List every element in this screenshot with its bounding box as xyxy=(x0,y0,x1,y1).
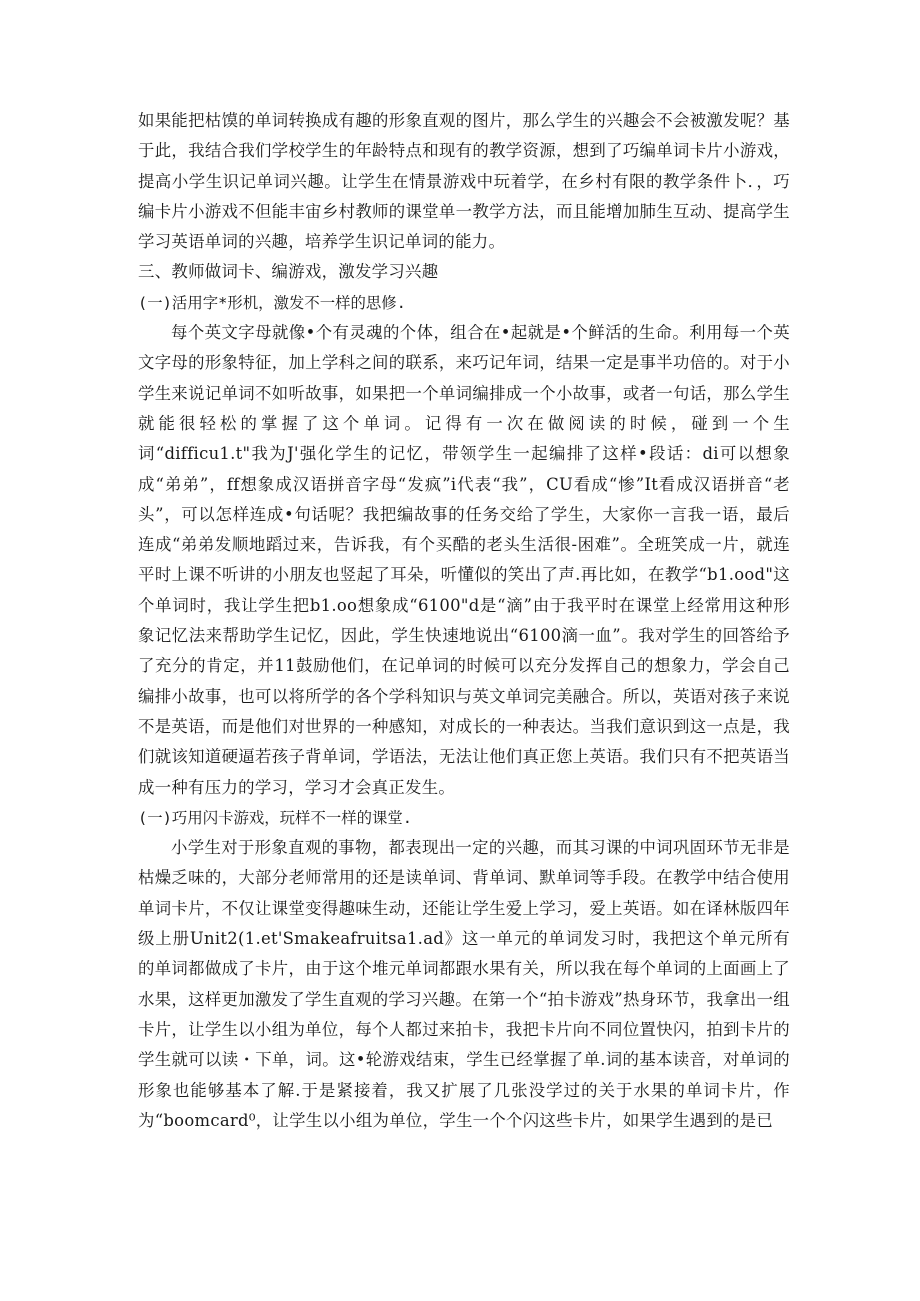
paragraph-flashcard: 小学生对于形象直观的事物，都表现出一定的兴趣，而其习课的中词巩固环节无非是枯燥乏味的，大部分老师常用的还是读单词、背单词、默单词等手段。在教学中结合使用单词卡片，不仅让课堂变得趣味生动，还能让学生爱上学习，爱上英语。如在译林版四年级上册Unit2(1.et'Smakeafruitsa1.ad》这一单元的单词发习时，我把这个单元所有的单词都做成了卡片，由于这个堆元单词都跟水果有关，所以我在每个单词的上面画上了水果，这样更加激发了学生直观的学习兴趣。在第一个“拍卡游戏”热身环节，我拿出一组卡片，让学生以小组为单位，每个人都过来拍卡，我把卡片向不同位置快闪，拍到卡片的学生就可以读・下单，词。这•轮游戏结束，学生已经掌握了单.词的基本读音，对单词的形象也能够基本了解.于是紧接着，我又扩展了几张没学过的关于水果的单词卡片，作为“boomcard⁰，让学生以小组为单位，学生一个个闪这些卡片，如果学生遇到的是已 xyxy=(138,838,790,1130)
document-page xyxy=(138,106,790,1136)
section-heading-3: 三、教师做词卡、编游戏，激发学习兴趣 xyxy=(138,262,439,282)
paragraph-intro: 如果能把枯馍的单词转换成有趣的形象直观的图片，那么学生的兴趣会不会被激发呢？基于此，我结合我们学校学生的年龄特点和现有的教学资源，想到了巧编单词卡片小游戏，提高小学生识记单词兴趣。让学生在情景游戏中玩着学，在乡村有限的教学条件卜．，巧编卡片小游戏不但能丰宙乡村教师的课堂单一教学方法，而且能增加肺生互动、提高学生学习英语单词的兴趣，培养学生识记单词的能力。 xyxy=(138,111,790,252)
subsection-heading-flashcard: (一)巧用闪卡游戏，玩样不一样的课堂. xyxy=(138,808,413,827)
subsection-heading-letter-shape: (一)活用字*形机，激发不一样的思修. xyxy=(138,293,406,312)
paragraph-letter-shape: 每个英文字母就像•个有灵魂的个体，组合在•起就是•个鲜活的生命。利用每一个英文字母的形象特征，加上学科之间的联系，来巧记年词，结果一定是事半功倍的。对于小学生来说记单词不如听故事，如果把一个单词编排成一个小故事，或者一句话，那么学生就能很轻松的掌握了这个单词。记得有一次在做阅读的时候，碰到一个生词“difficu1.t"我为J'强化学生的记忆，带领学生一起编排了这样•段话：di可以想象成“弟弟”，ff想象成汉语拼音字母“发疯”i代表“我”，CU看成“惨”It看成汉语拼音“老头”，可以怎样连成•句话呢？我把编故事的任务交给了学生，大家你一言我一语，最后连成“弟弟发顺地蹈过来，告诉我，有个买酷的老头生活很-困难”。全班笑成一片，就连平时上课不听讲的小朋友也竖起了耳朵，听懂似的笑出了声.再比如，在教学“b1.ood"这个单词时，我让学生把b1.oo想象成“6100"d是“滴”由于我平时在课堂上经常用这种形象记忆法来帮助学生记忆，因此，学生快速地说出“6100滴一血”。我对学生的回答给予了充分的肯定，并11鼓励他们，在记单词的时候可以充分发挥自己的想象力，学会自己编排小故事，也可以将所学的各个学科知识与英文单词完美融合。所以，英语对孩子来说不是英语，而是他们对世界的一种感知，对成长的一种表达。当我们意识到这一点是，我们就该知道硬逼若孩子背单词，学语法，无法让他们真正您上英语。我们只有不把英语当成一种有压力的学习，学习才会真正发生。 xyxy=(138,323,790,797)
